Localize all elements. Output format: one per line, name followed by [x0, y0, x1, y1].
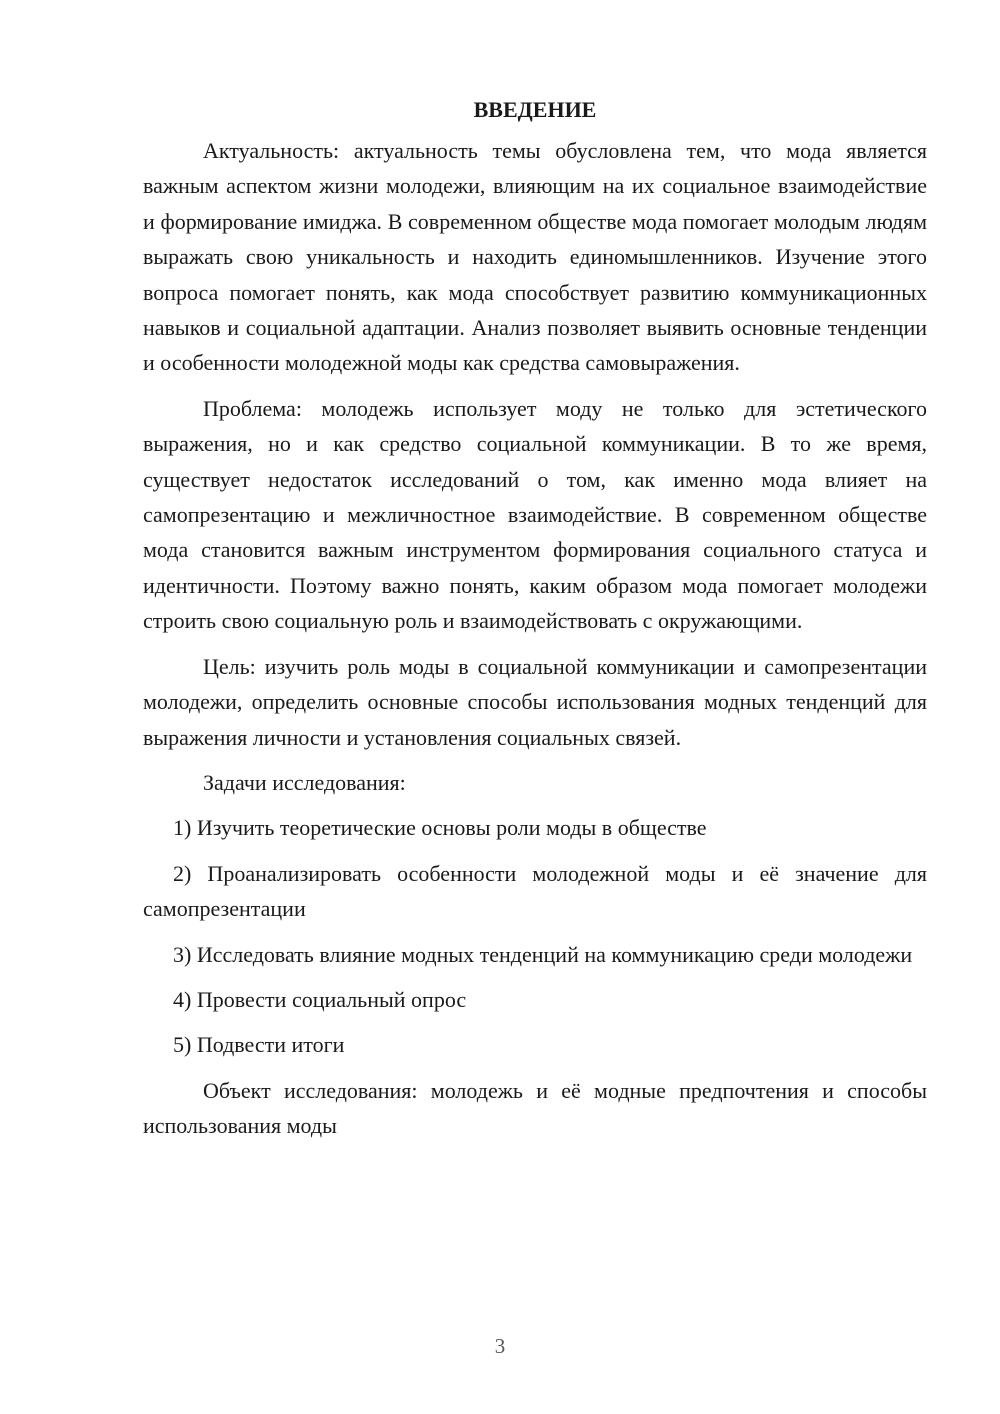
- task-item-4: 4) Провести социальный опрос: [173, 986, 467, 1012]
- relevance-paragraph: Актуальность: актуальность темы обусловлена тем, что мода является важным аспектом жизни молодежи, влияющим на их социальное взаимодействие и формирование имиджа. В современном обществе мода помогает молодым людям выражать свою уникальность и находить единомышленников. Изучение этого вопроса помогает понять, как мода способствует развитию коммуникационных навыков и социальной адаптации. Анализ позволяет выявить основные тенденции и особенности молодежной моды как средства самовыражения.: [143, 138, 927, 376]
- section-title: ВВЕДЕНИЕ: [473, 97, 597, 122]
- task-item-1: 1) Изучить теоретические основы роли моды в обществе: [173, 815, 707, 841]
- task-item-3: 3) Исследовать влияние модных тенденций на коммуникацию среди молодежи: [173, 941, 913, 967]
- tasks-heading: Задачи исследования:: [203, 769, 406, 795]
- task-item-5: 5) Подвести итоги: [173, 1032, 345, 1058]
- problem-paragraph: Проблема: молодежь использует моду не только для эстетического выражения, но и как средство социальной коммуникации. В то же время, существует недостаток исследований о том, как именно мода влияет на самопрезентацию и межличностное взаимодействие. В современном обществе мода становится важным инструментом формирования социального статуса и идентичности. Поэтому важно понять, каким образом мода помогает молодежи строить свою социальную роль и взаимодействовать с окружающими.: [143, 395, 927, 634]
- task-item-2: 2) Проанализировать особенности молодежной моды и её значение для самопрезентации: [143, 860, 927, 922]
- object-paragraph: Объект исследования: молодежь и её модные предпочтения и способы использования моды: [143, 1077, 927, 1139]
- goal-paragraph: Цель: изучить роль моды в социальной коммуникации и самопрезентации молодежи, определить основные способы использования модных тенденций для выражения личности и установления социальных связей.: [143, 653, 927, 750]
- page-content: [143, 92, 927, 1154]
- page-number: 3: [494, 1334, 506, 1358]
